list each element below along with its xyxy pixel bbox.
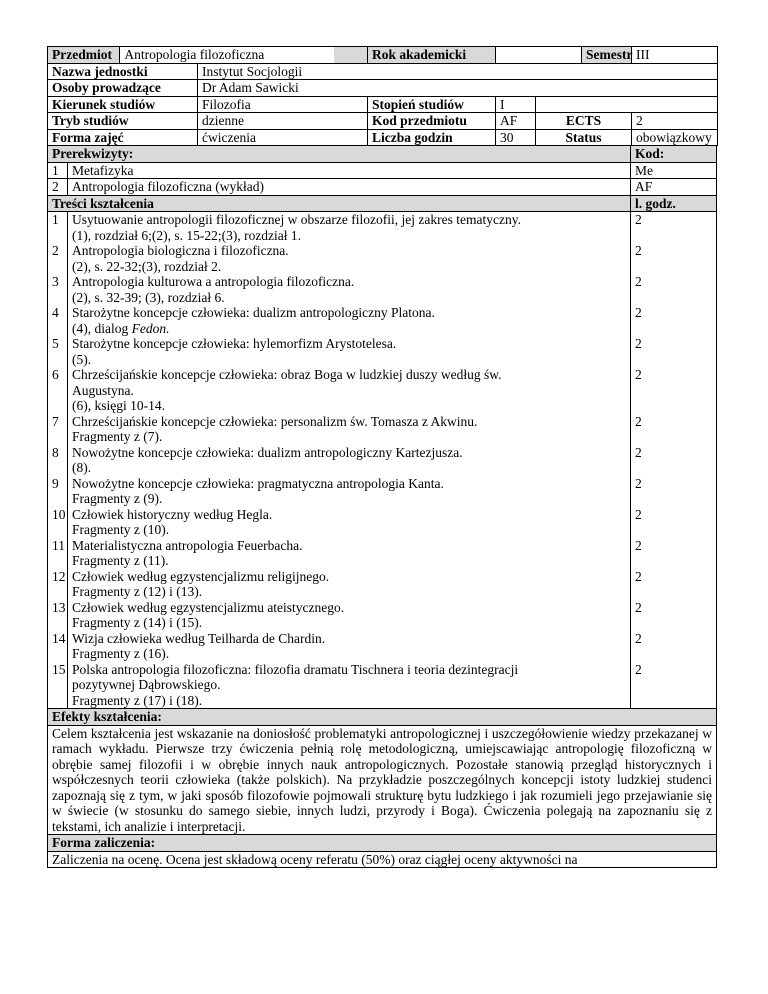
content-line-text: Nowożytne koncepcje człowieka: pragmatyczna antropologia Kanta. xyxy=(72,475,444,491)
contents-hours-header: l. godz. xyxy=(631,195,717,212)
content-topic xyxy=(68,476,631,507)
effects-header xyxy=(48,709,717,726)
content-line xyxy=(72,584,626,600)
content-hours: 2 xyxy=(631,274,717,305)
prerequisite-num: 1 xyxy=(48,162,68,179)
content-num: 13 xyxy=(48,600,68,631)
content-line xyxy=(72,538,626,554)
content-row xyxy=(48,367,717,414)
header-row-form xyxy=(48,129,718,146)
ects-value: 2 xyxy=(632,113,718,130)
form-value: ćwiczenia xyxy=(198,129,368,146)
semester-value: III xyxy=(632,47,718,64)
subject-value: Antropologia filozoficzna xyxy=(119,47,334,63)
content-line-text: pozytywnej Dąbrowskiego. xyxy=(72,677,221,692)
teachers-value: Dr Adam Sawicki xyxy=(198,80,718,97)
content-line-text: (8). xyxy=(72,460,92,475)
prerequisite-row xyxy=(48,179,717,196)
assessment-row xyxy=(48,851,717,868)
content-line-text: Chrześcijańskie koncepcje człowieka: personalizm św. Tomasza z Akwinu. xyxy=(72,413,478,429)
content-line xyxy=(72,662,626,678)
content-line xyxy=(72,646,626,662)
content-line xyxy=(72,243,626,259)
contents-header xyxy=(48,195,717,212)
prerequisite-name: Antropologia filozoficzna (wykład) xyxy=(68,179,631,196)
content-line-text: Fragmenty z (9). xyxy=(72,491,163,506)
course-syllabus-sheet xyxy=(47,46,717,868)
contents-title: Treści kształcenia xyxy=(48,195,631,212)
content-topic xyxy=(68,212,631,244)
content-num: 5 xyxy=(48,336,68,367)
prerequisites-code-header: Kod: xyxy=(631,146,717,162)
content-line-text: Fragmenty z (7). xyxy=(72,429,163,444)
content-line xyxy=(72,445,626,461)
content-line xyxy=(72,507,626,523)
content-num: 15 xyxy=(48,662,68,709)
content-line-text: Fragmenty z (12) i (13). xyxy=(72,584,203,599)
content-line xyxy=(72,615,626,631)
content-topic xyxy=(68,414,631,445)
content-line-text: Fragmenty z (11). xyxy=(72,553,169,568)
content-topic xyxy=(68,445,631,476)
ects-label: ECTS xyxy=(536,113,632,130)
content-line xyxy=(72,677,626,693)
content-line xyxy=(72,305,626,321)
content-line-text: Materialistyczna antropologia Feuerbacha. xyxy=(72,537,303,553)
content-row xyxy=(48,507,717,538)
content-line-text: Augustyna. xyxy=(72,382,134,398)
content-line-text: Polska antropologia filozoficzna: filozofia dramatu Tischnera i teoria dezintegracji xyxy=(72,661,519,677)
content-line-text: Fragmenty z (14) i (15). xyxy=(72,615,203,630)
content-num: 1 xyxy=(48,212,68,244)
content-line xyxy=(72,367,626,383)
content-topic xyxy=(68,367,631,414)
content-num: 2 xyxy=(48,243,68,274)
content-line-text: (5). xyxy=(72,351,92,367)
content-hours: 2 xyxy=(631,414,717,445)
content-row xyxy=(48,305,717,336)
field-label: Kierunek studiów xyxy=(48,96,198,113)
content-topic xyxy=(68,662,631,709)
assessment-text: Zaliczenia na ocenę. Ocena jest składową oceny referatu (50%) oraz ciągłej oceny aktywności na xyxy=(48,851,717,868)
prerequisite-num: 2 xyxy=(48,179,68,196)
content-row xyxy=(48,274,717,305)
content-hours: 2 xyxy=(631,336,717,367)
effects-row xyxy=(48,725,717,835)
content-row xyxy=(48,538,717,569)
content-hours: 2 xyxy=(631,662,717,709)
content-line-text: Fragmenty z (16). xyxy=(72,646,170,661)
academic-year-value xyxy=(496,47,582,64)
content-row xyxy=(48,569,717,600)
content-num: 14 xyxy=(48,631,68,662)
content-line xyxy=(72,398,626,414)
content-line-text: Człowiek według egzystencjalizmu religijnego. xyxy=(72,568,330,584)
content-line xyxy=(72,383,626,399)
prerequisites-title: Prerekwizyty: xyxy=(48,146,631,162)
academic-year-label: Rok akademicki xyxy=(368,47,496,64)
content-topic xyxy=(68,631,631,662)
content-row xyxy=(48,662,717,709)
mode-label: Tryb studiów xyxy=(48,113,198,130)
content-row xyxy=(48,212,717,244)
header-row-teachers xyxy=(48,80,718,97)
hours-value: 30 xyxy=(496,129,536,146)
content-hours: 2 xyxy=(631,507,717,538)
content-hours: 2 xyxy=(631,367,717,414)
mode-value: dzienne xyxy=(198,113,368,130)
content-italic-title: Fedon. xyxy=(131,320,170,336)
content-line xyxy=(72,259,626,275)
code-label: Kod przedmiotu xyxy=(368,113,496,130)
header-row-mode xyxy=(48,113,718,130)
content-num: 10 xyxy=(48,507,68,538)
content-row xyxy=(48,414,717,445)
content-line xyxy=(72,429,626,445)
content-line xyxy=(72,569,626,585)
content-line-text: Wizja człowieka według Teilharda de Chardin. xyxy=(72,630,326,646)
assessment-title: Forma zaliczenia: xyxy=(48,835,717,852)
content-line xyxy=(72,600,626,616)
content-line xyxy=(72,274,626,290)
assessment-header xyxy=(48,835,717,852)
content-topic xyxy=(68,569,631,600)
content-topic xyxy=(68,538,631,569)
content-num: 7 xyxy=(48,414,68,445)
content-line-text: Antropologia kulturowa a antropologia filozoficzna. xyxy=(72,274,355,289)
effects-text: Celem kształcenia jest wskazanie na doniosłość problematyki antropologicznej i uszczegółowienie wiedzy przekazanej w ramach wykładu. Pierwsze trzy ćwiczenia pełnią rolę metodologiczną, umiejscawiając antropologię filozoficzną w obrębie samej filozofii i w obrębie innych nauk antropologicznych. Pozostałe stanowią przegląd historycznych i współczesnych teorii człowieka (także polskich). Na przykładzie poszczególnych koncepcji istoty ludzkiej studenci zapoznają się z tym, w jaki sposób filozofowie pojmowali strukturę bytu ludzkiego i jak rozumieli jego przejawianie się w świecie (w stosunku do samego siebie, innych ludzi, przyrody i Boga). Ćwiczenia polegają na zapoznaniu się z tekstami, ich analizie i interpretacji. xyxy=(48,725,717,835)
syllabus-table xyxy=(47,46,718,146)
hours-label: Liczba godzin xyxy=(368,129,496,146)
prerequisite-code: Me xyxy=(631,162,717,179)
content-hours: 2 xyxy=(631,445,717,476)
form-label: Forma zajęć xyxy=(48,129,198,146)
content-line-text: Usytuowanie antropologii filozoficznej w obszarze filozofii, jej zakres tematyczny. xyxy=(72,212,521,227)
code-value: AF xyxy=(496,113,536,130)
content-hours: 2 xyxy=(631,212,717,244)
content-line-text: Starożytne koncepcje człowieka: hylemorfizm Arystotelesa. xyxy=(72,336,397,351)
content-topic xyxy=(68,243,631,274)
content-topic xyxy=(68,305,631,336)
content-line-text: Człowiek historyczny według Hegla. xyxy=(72,506,273,522)
content-line-text: (6), księgi 10-14. xyxy=(72,398,165,413)
unit-label: Nazwa jednostki xyxy=(48,63,198,80)
semester-label: Semestr xyxy=(582,47,632,64)
content-num: 8 xyxy=(48,445,68,476)
content-line xyxy=(72,631,626,647)
content-line xyxy=(72,460,626,476)
content-topic xyxy=(68,336,631,367)
content-line-text: Starożytne koncepcje człowieka: dualizm antropologiczny Platona. xyxy=(72,305,435,320)
content-row xyxy=(48,476,717,507)
content-line-text: Fragmenty z (17) i (18). xyxy=(72,692,203,708)
content-hours: 2 xyxy=(631,305,717,336)
content-row xyxy=(48,336,717,367)
header-row-unit xyxy=(48,63,718,80)
content-row xyxy=(48,600,717,631)
content-line xyxy=(72,336,626,352)
prerequisite-row xyxy=(48,162,717,179)
content-hours: 2 xyxy=(631,631,717,662)
content-num: 11 xyxy=(48,538,68,569)
prerequisites-header xyxy=(48,146,717,162)
content-line-text: Fragmenty z (10). xyxy=(72,522,170,537)
status-value: obowiązkowy xyxy=(632,129,718,146)
content-line xyxy=(72,476,626,492)
content-line-text: (2), s. 32-39; (3), rozdział 6. xyxy=(72,289,225,305)
content-line xyxy=(72,553,626,569)
header-row-field xyxy=(48,96,718,113)
field-value: Filozofia xyxy=(198,96,368,113)
content-line-text: Nowożytne koncepcje człowieka: dualizm antropologiczny Kartezjusza. xyxy=(72,444,463,460)
contents-table xyxy=(47,146,717,868)
content-line xyxy=(72,352,626,368)
prerequisite-name: Metafizyka xyxy=(68,162,631,179)
teachers-label: Osoby prowadzące xyxy=(48,80,198,97)
content-line xyxy=(72,290,626,306)
content-topic xyxy=(68,507,631,538)
content-line-text: Człowiek według egzystencjalizmu ateistycznego. xyxy=(72,599,345,615)
content-line-text: (2), s. 22-32;(3), rozdział 2. xyxy=(72,258,222,274)
content-line-text: (1), rozdział 6;(2), s. 15-22;(3), rozdział 1. xyxy=(72,227,302,243)
content-row xyxy=(48,445,717,476)
content-num: 3 xyxy=(48,274,68,305)
content-line xyxy=(72,321,626,337)
content-line xyxy=(72,228,626,244)
content-row xyxy=(48,631,717,662)
content-num: 4 xyxy=(48,305,68,336)
content-line xyxy=(72,491,626,507)
prerequisite-code: AF xyxy=(631,179,717,196)
unit-value: Instytut Socjologii xyxy=(198,63,718,80)
content-line xyxy=(72,212,626,228)
subject-label: Przedmiot xyxy=(52,47,112,62)
degree-value: I xyxy=(496,96,536,113)
content-hours: 2 xyxy=(631,476,717,507)
content-line-text: Antropologia biologiczna i filozoficzna. xyxy=(72,243,289,258)
content-line xyxy=(72,693,626,709)
content-num: 9 xyxy=(48,476,68,507)
content-row xyxy=(48,243,717,274)
effects-title: Efekty kształcenia: xyxy=(48,709,717,726)
content-hours: 2 xyxy=(631,600,717,631)
content-hours: 2 xyxy=(631,538,717,569)
content-line-text: Chrześcijańskie koncepcje człowieka: obraz Boga w ludzkiej duszy według św. xyxy=(72,367,502,382)
content-hours: 2 xyxy=(631,243,717,274)
header-row-subject xyxy=(48,47,718,64)
content-line-text: (4), dialog xyxy=(72,320,132,336)
content-line xyxy=(72,414,626,430)
content-num: 6 xyxy=(48,367,68,414)
content-num: 12 xyxy=(48,569,68,600)
content-topic xyxy=(68,600,631,631)
content-topic xyxy=(68,274,631,305)
content-line xyxy=(72,522,626,538)
degree-label: Stopień studiów xyxy=(368,96,496,113)
status-label: Status xyxy=(536,129,632,146)
content-hours: 2 xyxy=(631,569,717,600)
